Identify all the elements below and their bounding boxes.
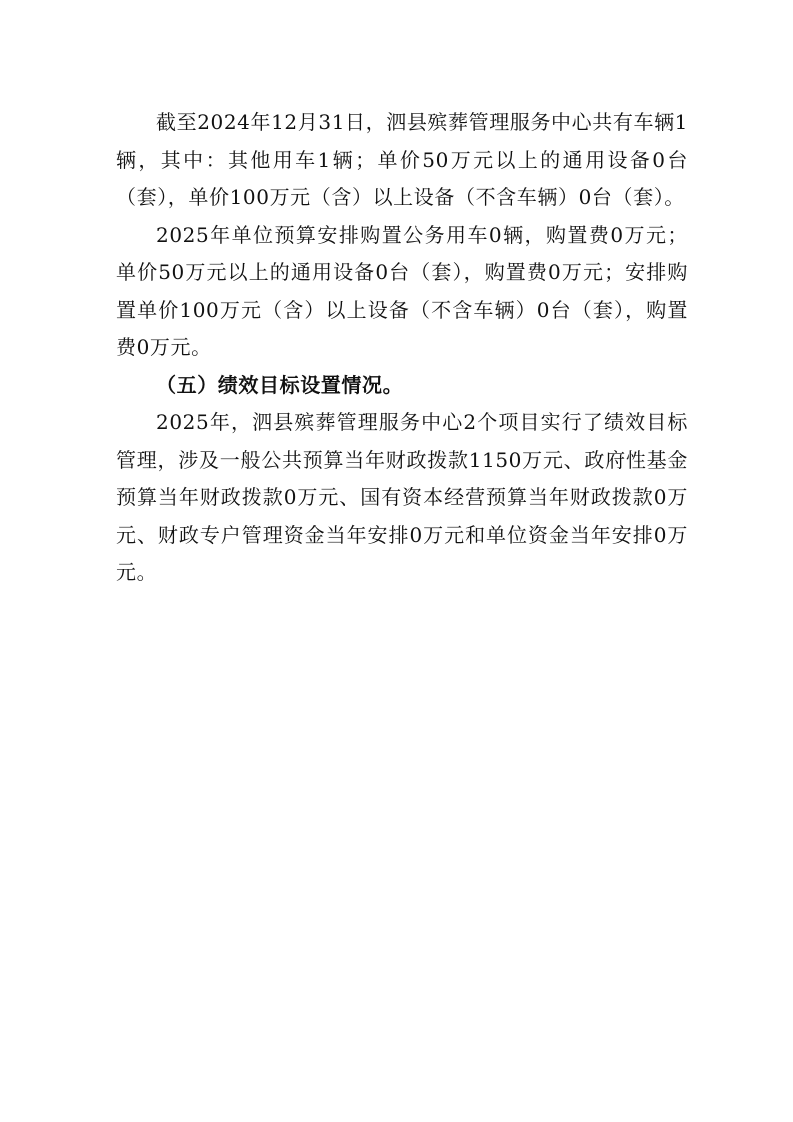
document-body bbox=[116, 104, 688, 592]
paragraph-performance-goals: 2025年，泗县殡葬管理服务中心2个项目实行了绩效目标管理，涉及一般公共预算当年财政拨款1150万元、政府性基金预算当年财政拨款0万元、国有资本经营预算当年财政拨款0万元、财政专户管理资金当年安排0万元和单位资金当年安排0万元。 bbox=[116, 410, 688, 584]
paragraph-vehicles-assets: 截至2024年12月31日，泗县殡葬管理服务中心共有车辆1辆，其中：其他用车1辆；单价50万元以上的通用设备0台（套），单价100万元（含）以上设备（不含车辆）0台（套）。 bbox=[116, 110, 688, 209]
section-heading-performance-goals: （五）绩效目标设置情况。 bbox=[156, 372, 404, 397]
paragraph-purchase-budget: 2025年单位预算安排购置公务用车0辆，购置费0万元；单价50万元以上的通用设备0台（套），购置费0万元；安排购置单价100万元（含）以上设备（不含车辆）0台（套），购置费0万元。 bbox=[116, 222, 688, 359]
